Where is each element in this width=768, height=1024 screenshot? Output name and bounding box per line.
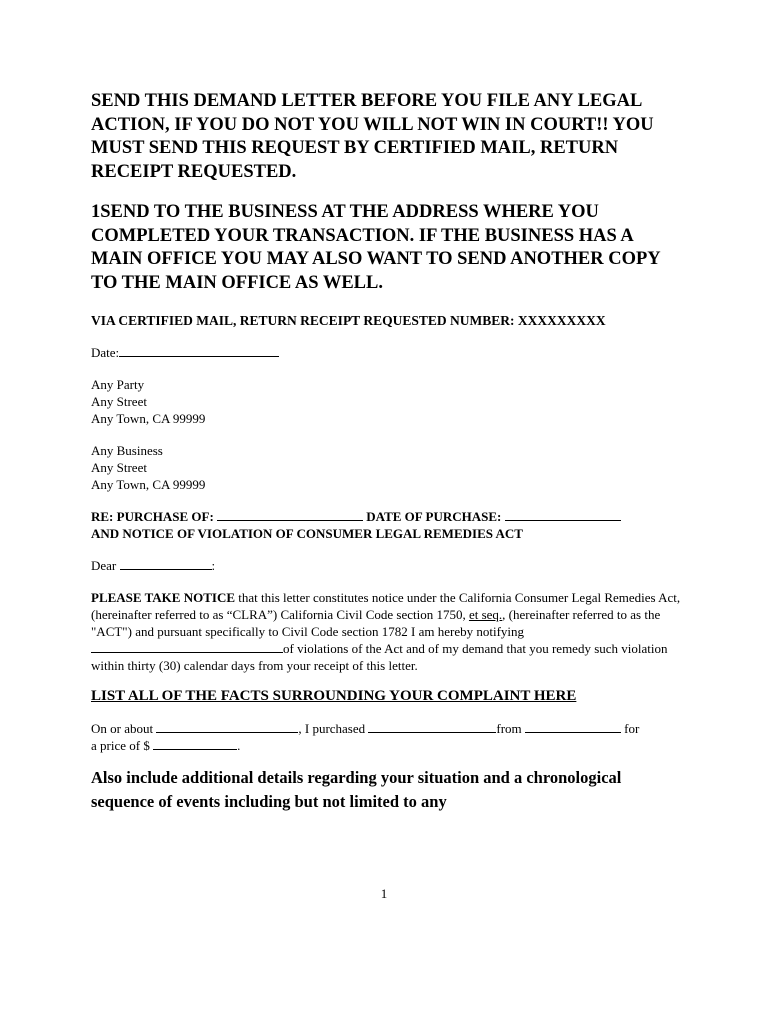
notice-text-1: that this letter constitutes notice under the California Consumer Legal Remedies Act, (hereinafter referred to as “CLRA”) California Civil Code section 1750, (91, 590, 681, 622)
price-period: . (237, 738, 241, 753)
date-label: Date: (91, 345, 120, 360)
salutation-dear: Dear (91, 558, 120, 573)
recipient-line-1: Any Business (91, 443, 163, 458)
re-purchase-label: RE: PURCHASE OF: (91, 509, 218, 524)
salutation-blank (120, 557, 212, 570)
warning-text-2: SEND THIS REQUEST BY CERTIFIED MAIL, RETURN RECEIPT REQUESTED. (91, 138, 619, 182)
re-notice-line: AND NOTICE OF VIOLATION OF CONSUMER LEGAL REMEDIES ACT (91, 526, 523, 541)
re-purchase-row (91, 508, 681, 525)
salutation-colon: : (211, 558, 216, 573)
letter-body (91, 90, 681, 814)
purchase-blank (217, 508, 363, 521)
date-about-blank (156, 720, 298, 733)
sender-line-2: Any Street (91, 394, 147, 409)
salutation (91, 557, 681, 574)
seller-blank (525, 720, 621, 733)
notify-blank (91, 640, 283, 653)
re-date-label: DATE OF PURCHASE: (363, 509, 505, 524)
re-block (91, 508, 681, 542)
sender-address (91, 376, 681, 427)
item-blank (368, 720, 496, 733)
recipient-line-2: Any Street (91, 460, 147, 475)
notice-text-3: of violations of the Act and of my demand that you remedy such violation within thirty (30) calendar days from your receipt of this letter. (91, 641, 668, 673)
purchase-date-blank (505, 508, 621, 521)
price-label: a price of $ (91, 738, 154, 753)
warning-text-1: SEND THIS DEMAND LETTER BEFORE YOU FILE ANY LEGAL ACTION, IF YOU DO NOT YOU WILL NOT WIN IN COURT!! YOU MUST (91, 91, 654, 158)
purchased-label: , I purchased (298, 721, 369, 736)
date-line (91, 344, 681, 361)
recipient-address (91, 442, 681, 493)
instruction-heading: 1SEND TO THE BUSINESS AT THE ADDRESS WHERE YOU COMPLETED YOUR TRANSACTION. IF THE BUSINESS HAS A MAIN OFFICE YOU MAY ALSO WANT TO SEND ANOTHER COPY TO THE MAIN OFFICE AS WELL. (91, 202, 660, 293)
on-or-about-label: On or about (91, 721, 157, 736)
page-number: 1 (380, 886, 388, 901)
from-label: from (496, 721, 525, 736)
date-blank (119, 344, 279, 357)
facts-line (91, 720, 681, 754)
sender-line-3: Any Town, CA 99999 (91, 411, 206, 426)
facts-heading: LIST ALL OF THE FACTS SURROUNDING YOUR COMPLAINT HERE (91, 688, 577, 704)
notice-lead: PLEASE TAKE NOTICE (91, 590, 236, 605)
notice-text-2: , (hereinafter referred to as the "ACT") and pursuant specifically to Civil Code section 1782 I am hereby notifying (91, 607, 661, 639)
via-certified-mail: VIA CERTIFIED MAIL, RETURN RECEIPT REQUESTED NUMBER: XXXXXXXXX (91, 313, 606, 328)
additional-details: Also include additional details regarding your situation and a chronological sequence of events including but not limited to any (91, 768, 622, 811)
notice-paragraph (91, 589, 681, 674)
sender-line-1: Any Party (91, 377, 145, 392)
recipient-line-3: Any Town, CA 99999 (91, 477, 206, 492)
for-label: for (620, 721, 640, 736)
price-blank (153, 737, 237, 750)
warning-heading (91, 90, 681, 184)
et-seq: et seq. (468, 607, 503, 622)
